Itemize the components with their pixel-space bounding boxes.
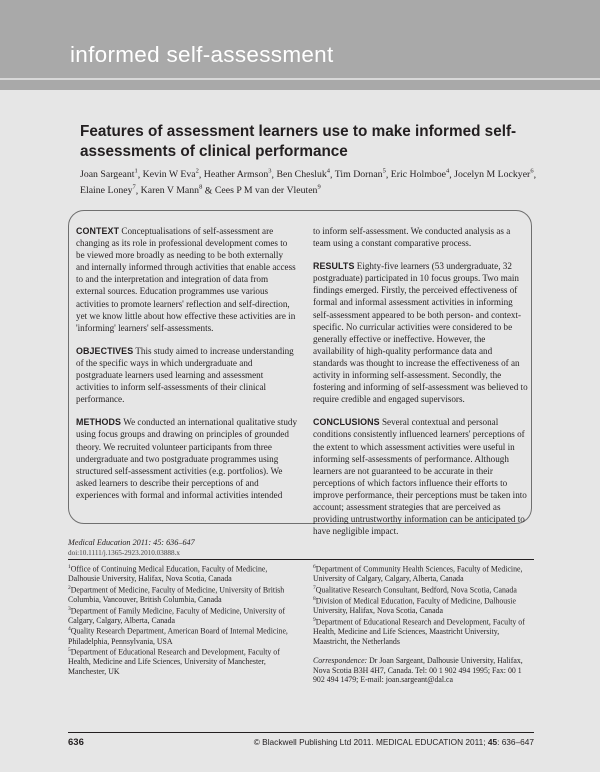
correspondence bbox=[313, 656, 535, 685]
affiliation-text: Division of Medical Education, Faculty of Medicine, Dalhousie University, Halifax, Nova Scotia, Canada bbox=[313, 596, 516, 616]
affiliation-text: Department of Medicine, Faculty of Medicine, University of British Columbia, Vancouver, British Columbia, Canada bbox=[68, 585, 285, 604]
affiliation-number: 8 bbox=[313, 596, 316, 602]
author bbox=[80, 169, 138, 180]
author bbox=[80, 185, 136, 196]
citation bbox=[68, 537, 328, 559]
author-name: Eric Holmboe bbox=[390, 169, 446, 181]
author bbox=[143, 169, 199, 180]
correspondence-text: Dr Joan Sargeant, Dalhousie University, Halifax, Nova Scotia B3H 4H7, Canada. Tel: 00 1 902 494 1995; Fax: 00 1 902 494 1479; E-mail: joan.sargeant@dal.ca bbox=[313, 656, 523, 685]
author-name: Kevin W Eva bbox=[142, 169, 196, 181]
methods-text-part1: We conducted an international qualitative study using focus groups and drawing on principles of grounded theory. We recruited volunteer participants from three undergraduate and two postgraduate programmes using structured self-assessment activities (e.g. portfolios). We asked learners to describe their perceptions of and experiences with formal and informal activities intended bbox=[76, 417, 298, 500]
author-name: Ben Chesluk bbox=[276, 169, 327, 181]
affiliation-number: 3 bbox=[68, 605, 71, 612]
methods-text-part2: to inform self-assessment. We conducted analysis as a team using a constant comparative process. bbox=[313, 226, 511, 249]
section-title: informed self-assessment bbox=[70, 42, 334, 67]
affiliation-number: 7 bbox=[313, 584, 316, 591]
affiliation-entry bbox=[68, 605, 290, 626]
author bbox=[215, 185, 321, 196]
banner-rule bbox=[0, 78, 600, 80]
affiliation-text: Quality Research Department, American Board of Internal Medicine, Philadelphia, Pennsylvania, USA bbox=[68, 627, 288, 646]
author-affiliation-number: 1 bbox=[134, 168, 138, 175]
footer-pages: : 636–647 bbox=[497, 737, 534, 747]
author bbox=[141, 185, 203, 196]
author-list: Joan Sargeant$^1$, Kevin W Eva$^2$, Heather Armson$^3$, Ben Chesluk$^4$, Tim Dornan$^5$, Eric Holmboe$^4$, Jocelyn M Lockyer$^6$, Elaine Loney$^7$, Karen V Mann$^8$ & Cees P M van der Vleuten$^9$ bbox=[80, 168, 537, 196]
journal-volume: 2011: 45: 636–647 bbox=[132, 538, 195, 547]
affiliations-right bbox=[313, 563, 535, 685]
affiliation-text: Office of Continuing Medical Education, Faculty of Medicine, Dalhousie University, Halifax, Nova Scotia, Canada bbox=[68, 564, 268, 584]
affiliation-number: 6 bbox=[313, 564, 316, 570]
affiliation-number: 2 bbox=[68, 584, 71, 591]
heading-objectives: OBJECTIVES bbox=[76, 345, 134, 356]
context-text: Conceptualisations of self-assessment are changing as its role in professional development comes to be viewed more broadly as needing to be both externally and internally informed through activities that enable access to and the interpretation and integration of data from external sources. Education programmes use various activities to promote learners' reflection and self-direction, yet we know little about how effective these activities are in 'informing' learners' self-assessments. bbox=[76, 226, 296, 333]
author-name: Joan Sargeant bbox=[80, 169, 135, 181]
affiliation-text: Department of Educational Research and Development, Faculty of Health, Medicine and Life Sciences, University of Manchester, Manchester, UK bbox=[68, 647, 280, 676]
heading-results: RESULTS bbox=[313, 261, 355, 272]
objectives-text: This study aimed to increase understanding of the specific ways in which undergraduate and postgraduate learners used learning and assessment activities to inform self-assessments of their clinical performance. bbox=[76, 345, 294, 405]
abstract-objectives bbox=[76, 345, 298, 405]
affiliation-entry bbox=[68, 625, 290, 646]
footer-rule bbox=[68, 732, 534, 733]
affiliation-entry bbox=[68, 646, 290, 676]
affiliation-entry bbox=[68, 563, 290, 584]
heading-methods: METHODS bbox=[76, 417, 122, 428]
abstract-right-column bbox=[313, 225, 528, 548]
doi: doi:10.1111/j.1365-2923.2010.03888.x bbox=[68, 549, 181, 557]
author-affiliation-number: 8 bbox=[199, 183, 203, 191]
author-affiliation-number: 5 bbox=[382, 168, 386, 175]
affiliation-entry bbox=[68, 584, 290, 605]
author-affiliation-number: 7 bbox=[132, 183, 136, 191]
footer-copyright bbox=[254, 737, 534, 747]
author-name: Jocelyn M Lockyer bbox=[454, 169, 531, 181]
author-affiliation-number: 9 bbox=[317, 183, 321, 191]
correspondence-label: Correspondence: bbox=[313, 656, 368, 666]
author-affiliation-number: 6 bbox=[530, 168, 534, 175]
results-text: Eighty-five learners (53 undergraduate, 32 postgraduate) participated in 10 focus groups. Two main findings emerged. Firstly, the perceived effectiveness of formal and informal assessment activities in informing self-assessment appeared to be both person- and context-specific. No curricular activities were considered to be generally effective or ineffective. However, the availability of high-quality performance data and standards was thought to increase the effectiveness of an activity in informing self-assessment. Secondly, the fostering and informing of self-assessment was believed to require credible and engaged supervisors. bbox=[313, 261, 528, 405]
affiliation-entry bbox=[313, 616, 535, 646]
author bbox=[204, 169, 272, 180]
author bbox=[391, 169, 449, 180]
heading-context: CONTEXT bbox=[76, 226, 120, 236]
affiliation-entry bbox=[313, 584, 535, 595]
affiliation-entry bbox=[313, 563, 535, 584]
affiliation-text: Department of Educational Research and Development, Faculty of Health, Medicine and Life Sciences, Maastricht University, Maastricht, the Netherlands bbox=[313, 617, 525, 646]
footer-volume: 45 bbox=[487, 737, 498, 747]
abstract-left-column bbox=[76, 225, 298, 512]
affiliation-text: Department of Community Health Sciences, Faculty of Medicine, University of Calgary, Calgary, Alberta, Canada bbox=[313, 564, 523, 584]
conclusions-text: Several contextual and personal conditions consistently influenced learners' perceptions of the extent to which assessment activities were useful in informing self-assessments of performance. Although learners are not guaranteed to be accurate in their perceptions of which factors influence their efforts to improve performance, their perceptions must be taken into account; assessment strategies that are perceived as providing untrustworthy information can be anticipated to have negligible impact. bbox=[313, 417, 527, 537]
affiliation-number: 4 bbox=[68, 626, 71, 633]
page-number: 636 bbox=[68, 737, 84, 748]
abstract-methods bbox=[76, 416, 298, 501]
author bbox=[454, 169, 533, 180]
affiliation-text: Qualitative Research Consultant, Bedford, Nova Scotia, Canada bbox=[315, 585, 517, 595]
affiliations-right-list bbox=[313, 563, 535, 646]
article-title: Features of assessment learners use to make informed self-assessments of clinical performance bbox=[80, 123, 517, 160]
abstract-conclusions bbox=[313, 416, 528, 537]
author-name: Cees P M van der Vleuten bbox=[214, 184, 318, 196]
journal-name: Medical Education bbox=[68, 538, 131, 547]
affiliation-number: 1 bbox=[68, 564, 71, 570]
author-name: Elaine Loney bbox=[80, 184, 133, 196]
author-name: Tim Dornan bbox=[334, 169, 383, 181]
abstract-results bbox=[313, 260, 528, 405]
citation-line bbox=[68, 537, 328, 548]
author bbox=[276, 169, 330, 180]
heading-conclusions: CONCLUSIONS bbox=[313, 417, 380, 428]
affiliation-entry bbox=[313, 595, 535, 616]
affiliation-number: 9 bbox=[313, 616, 316, 623]
affiliation-number: 5 bbox=[68, 647, 71, 654]
author-affiliation-number: 3 bbox=[268, 168, 272, 175]
abstract-context bbox=[76, 225, 298, 334]
author-name: Heather Armson bbox=[203, 169, 269, 181]
author-affiliation-number: 4 bbox=[445, 168, 450, 175]
author bbox=[335, 169, 386, 180]
header-banner bbox=[0, 0, 600, 90]
author-affiliation-number: 2 bbox=[195, 168, 199, 175]
abstract-methods-cont bbox=[313, 225, 528, 249]
footer-publisher: © Blackwell Publishing Ltd 2011. MEDICAL EDUCATION 2011; bbox=[253, 737, 486, 747]
author-name: Karen V Mann bbox=[140, 184, 200, 196]
author-affiliation-number: 4 bbox=[326, 168, 331, 175]
affiliations-left bbox=[68, 563, 290, 677]
affiliation-text: Department of Family Medicine, Faculty of Medicine, University of Calgary, Calgary, Alberta, Canada bbox=[68, 606, 286, 625]
citation-rule bbox=[68, 559, 534, 560]
